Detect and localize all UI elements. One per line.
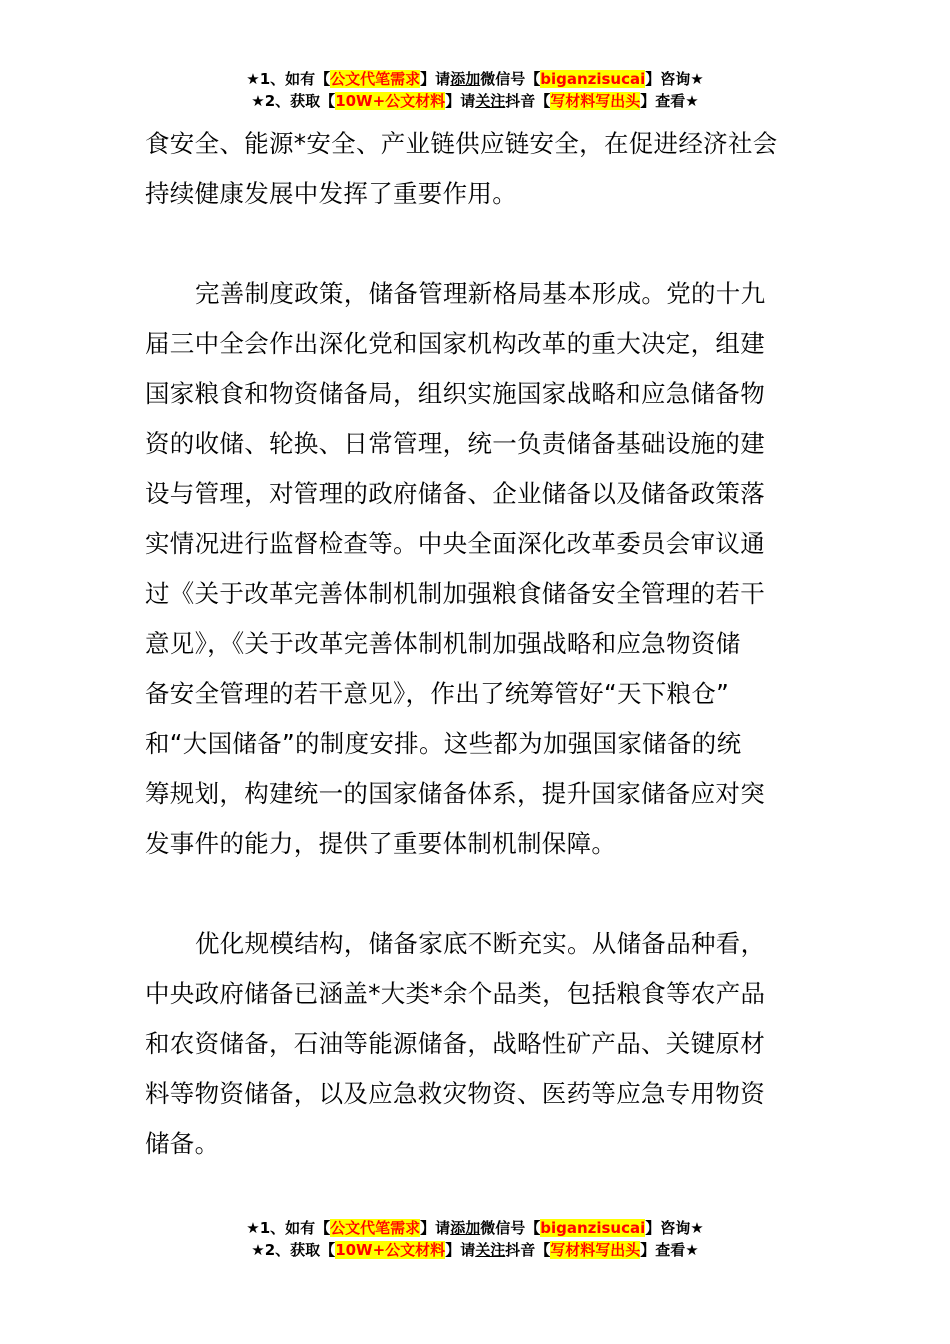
highlight-douyin: 写材料写出头 xyxy=(550,92,641,110)
banner-text: 微信号【 xyxy=(480,70,541,88)
text-line: 和“大国储备”的制度安排。这些都为加强国家储备的统 xyxy=(145,729,742,758)
banner-text: ★1、如有【 xyxy=(246,70,331,88)
text-line: 和农资储备，石油等能源储备，战略性矿产品、关键原材 xyxy=(145,1029,765,1058)
text-line: 资的收储、轮换、日常管理，统一负责储备基础设施的建 xyxy=(145,429,765,458)
highlight-service: 公文代笔需求 xyxy=(330,1219,421,1237)
banner-text: 抖音【 xyxy=(505,92,551,110)
banner-text: ★2、获取【 xyxy=(251,1241,336,1259)
text-line: 筹规划，构建统一的国家储备体系，提升国家储备应对突 xyxy=(145,779,765,808)
banner-text: 】咨询★ xyxy=(645,70,704,88)
banner-emphasis: 关注 xyxy=(475,1241,506,1259)
text-line: 备安全管理的若干意见》，作出了统筹管好“天下粮仓” xyxy=(145,679,730,708)
highlight-materials: 10W+公文材料 xyxy=(335,1241,446,1259)
text-line: 意见》，《关于改革完善体制机制加强战略和应急物资储 xyxy=(145,629,741,658)
text-line: 完善制度政策，储备管理新格局基本形成。党的十九 xyxy=(195,279,766,308)
paragraph-2 xyxy=(145,269,825,869)
paragraph-3 xyxy=(145,919,825,1169)
text-line: 储备。 xyxy=(145,1129,220,1158)
text-line: 中央政府储备已涵盖*大类*余个品类，包括粮食等农产品 xyxy=(145,979,766,1008)
highlight-materials: 10W+公文材料 xyxy=(335,92,446,110)
paragraph-gap xyxy=(145,869,825,919)
text-line: 优化规模结构，储备家底不断充实。从储备品种看， xyxy=(195,929,766,958)
banner-emphasis: 关注 xyxy=(475,92,506,110)
text-line: 持续健康发展中发挥了重要作用。 xyxy=(145,179,517,208)
banner-text: 】请 xyxy=(445,1241,476,1259)
banner-text: 】查看★ xyxy=(640,1241,699,1259)
banner-emphasis: 添加 xyxy=(450,1219,481,1237)
banner-text: 】咨询★ xyxy=(645,1219,704,1237)
paragraph-1 xyxy=(145,119,825,219)
banner-text: 】请 xyxy=(420,70,451,88)
banner-line-1 xyxy=(0,1217,950,1239)
banner-emphasis: 添加 xyxy=(450,70,481,88)
highlight-wechat-id: biganzisucai xyxy=(540,1219,646,1237)
banner-text: 微信号【 xyxy=(480,1219,541,1237)
highlight-service: 公文代笔需求 xyxy=(330,70,421,88)
text-line: 国家粮食和物资储备局，组织实施国家战略和应急储备物 xyxy=(145,379,765,408)
text-line: 食安全、能源*安全、产业链供应链安全，在促进经济社会 xyxy=(145,129,778,158)
paragraph-gap xyxy=(145,219,825,269)
footer-banner xyxy=(0,1217,950,1261)
highlight-wechat-id: biganzisucai xyxy=(540,70,646,88)
banner-text: 抖音【 xyxy=(505,1241,551,1259)
banner-text: 】查看★ xyxy=(640,92,699,110)
banner-text: 】请 xyxy=(420,1219,451,1237)
banner-line-2 xyxy=(0,1239,950,1261)
text-line: 实情况进行监督检查等。中央全面深化改革委员会审议通 xyxy=(145,529,765,558)
text-line: 设与管理，对管理的政府储备、企业储备以及储备政策落 xyxy=(145,479,765,508)
banner-text: ★1、如有【 xyxy=(246,1219,331,1237)
banner-text: 】请 xyxy=(445,92,476,110)
header-banner xyxy=(0,68,950,112)
text-line: 过《关于改革完善体制机制加强粮食储备安全管理的若干 xyxy=(145,579,765,608)
document-body xyxy=(145,119,825,1169)
banner-line-1 xyxy=(0,68,950,90)
text-line: 料等物资储备，以及应急救灾物资、医药等应急专用物资 xyxy=(145,1079,765,1108)
banner-line-2 xyxy=(0,90,950,112)
highlight-douyin: 写材料写出头 xyxy=(550,1241,641,1259)
banner-text: ★2、获取【 xyxy=(251,92,336,110)
text-line: 发事件的能力，提供了重要体制机制保障。 xyxy=(145,829,617,858)
text-line: 届三中全会作出深化党和国家机构改革的重大决定，组建 xyxy=(145,329,765,358)
